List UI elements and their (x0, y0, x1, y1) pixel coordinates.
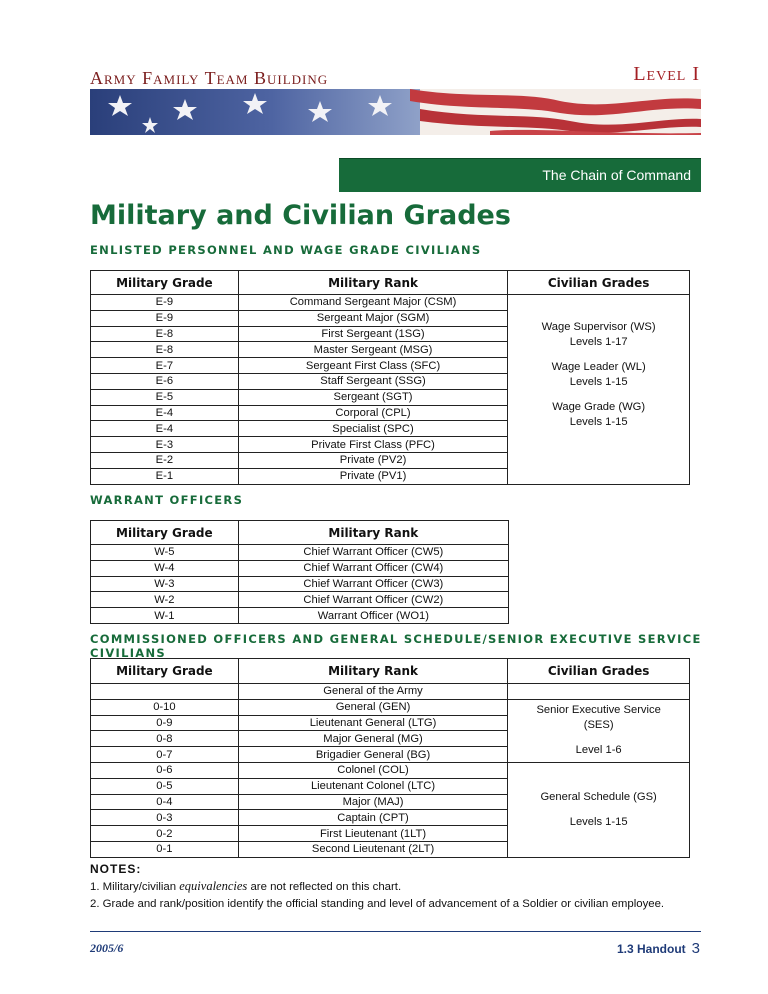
header-title: Army Family Team Building (90, 68, 329, 88)
gs-cell (508, 762, 690, 857)
military-rank-cell: Lieutenant Colonel (LTC) (238, 778, 508, 794)
table-row (91, 684, 690, 700)
general-schedule-levels: Levels 1-15 (569, 815, 628, 828)
ses-levels: Level 1-6 (575, 744, 622, 757)
military-grade-cell: 0-10 (91, 699, 239, 715)
wage-leader-label: Wage Leader (WL) (551, 361, 646, 374)
military-grade-cell: 0-3 (91, 810, 239, 826)
col-civilian-grades: Civilian Grades (508, 271, 690, 295)
flag-banner-image (90, 89, 701, 135)
military-grade-cell: W-4 (91, 560, 239, 576)
commissioned-table (90, 658, 690, 858)
military-rank-cell: Warrant Officer (WO1) (238, 608, 508, 624)
military-rank-cell: Major General (MG) (238, 731, 508, 747)
military-grade-cell: W-5 (91, 545, 239, 561)
footer-handout (617, 940, 700, 957)
military-grade-cell: 0-2 (91, 826, 239, 842)
section-title: The Chain of Command (542, 167, 691, 183)
military-grade-cell: E-9 (91, 310, 239, 326)
ses-abbreviation: (SES) (583, 719, 614, 732)
wage-supervisor-levels: Levels 1-17 (569, 336, 628, 349)
military-rank-cell: Captain (CPT) (238, 810, 508, 826)
col-military-grade: Military Grade (91, 659, 239, 684)
military-grade-cell: W-2 (91, 592, 239, 608)
civilian-grades-cell (508, 295, 690, 485)
page-title: Military and Civilian Grades (90, 200, 511, 231)
warrant-table (90, 520, 509, 624)
military-grade-cell: 0-5 (91, 778, 239, 794)
col-military-grade: Military Grade (91, 271, 239, 295)
military-grade-cell: 0-4 (91, 794, 239, 810)
table-row (91, 295, 690, 311)
military-rank-cell: Private (PV1) (238, 468, 508, 484)
military-rank-cell: Chief Warrant Officer (CW5) (238, 545, 508, 561)
civilian-grades-blank-cell (508, 684, 690, 700)
military-grade-cell: E-4 (91, 421, 239, 437)
military-rank-cell: Sergeant (SGT) (238, 389, 508, 405)
note-1 (90, 878, 700, 896)
section-banner (339, 158, 701, 192)
footer-handout-label: 1.3 Handout (616, 942, 686, 956)
military-rank-cell: First Lieutenant (1LT) (238, 826, 508, 842)
military-rank-cell: Command Sergeant Major (CSM) (238, 295, 508, 311)
note-2: 2. Grade and rank/position identify the official standing and level of advancement of a Soldier or civilian employee. (90, 898, 665, 910)
military-rank-cell: Colonel (COL) (238, 762, 508, 778)
ses-cell (508, 699, 690, 762)
military-rank-cell: Corporal (CPL) (238, 405, 508, 421)
military-grade-cell: E-7 (91, 358, 239, 374)
note-1-emphasis: equivalencies (179, 879, 248, 893)
note-1-text-start: 1. Military/civilian (90, 881, 180, 893)
military-grade-cell: W-3 (91, 576, 239, 592)
table-row (91, 699, 690, 715)
military-rank-cell: Private (PV2) (238, 452, 508, 468)
header-level: Level I (633, 63, 700, 85)
note-1-text-end: are not reflected on this chart. (247, 881, 402, 893)
military-rank-cell: Specialist (SPC) (238, 421, 508, 437)
ses-label: Senior Executive Service (536, 704, 661, 717)
military-rank-cell: Private First Class (PFC) (238, 437, 508, 453)
table-row (91, 576, 509, 592)
military-rank-cell: Staff Sergeant (SSG) (238, 373, 508, 389)
military-grade-cell: E-8 (91, 342, 239, 358)
military-rank-cell: General of the Army (238, 684, 508, 700)
military-grade-cell: E-3 (91, 437, 239, 453)
table-row (91, 560, 509, 576)
footer-divider (90, 931, 701, 932)
military-rank-cell: Second Lieutenant (2LT) (238, 841, 508, 857)
military-grade-cell (91, 684, 239, 700)
military-rank-cell: Brigadier General (BG) (238, 747, 508, 763)
enlisted-heading: ENLISTED PERSONNEL AND WAGE GRADE CIVILIANS (90, 243, 482, 257)
military-grade-cell: E-4 (91, 405, 239, 421)
military-grade-cell: 0-9 (91, 715, 239, 731)
military-grade-cell: E-2 (91, 452, 239, 468)
military-grade-cell: E-1 (91, 468, 239, 484)
military-rank-cell: Chief Warrant Officer (CW4) (238, 560, 508, 576)
table-row (91, 762, 690, 778)
commissioned-heading: COMMISSIONED OFFICERS AND GENERAL SCHEDULE/SENIOR EXECUTIVE SERVICE CIVILIANS (90, 632, 702, 660)
wage-grade-label: Wage Grade (WG) (552, 401, 646, 414)
col-military-rank: Military Rank (238, 521, 508, 545)
military-rank-cell: Major (MAJ) (238, 794, 508, 810)
notes-heading: NOTES: (90, 862, 142, 876)
military-rank-cell: General (GEN) (238, 699, 508, 715)
military-grade-cell: 0-7 (91, 747, 239, 763)
page-number: 3 (691, 940, 700, 957)
military-rank-cell: Master Sergeant (MSG) (238, 342, 508, 358)
wage-leader-levels: Levels 1-15 (569, 376, 628, 389)
table-row (91, 608, 509, 624)
military-grade-cell: 0-6 (91, 762, 239, 778)
military-rank-cell: First Sergeant (1SG) (238, 326, 508, 342)
footer-year: 2005/6 (90, 941, 124, 955)
military-rank-cell: Lieutenant General (LTG) (238, 715, 508, 731)
military-grade-cell: E-9 (91, 295, 239, 311)
enlisted-table (90, 270, 690, 485)
military-grade-cell: 0-8 (91, 731, 239, 747)
table-row (91, 592, 509, 608)
col-military-rank: Military Rank (238, 659, 508, 684)
military-rank-cell: Chief Warrant Officer (CW2) (238, 592, 508, 608)
military-grade-cell: 0-1 (91, 841, 239, 857)
general-schedule-label: General Schedule (GS) (540, 790, 657, 803)
military-rank-cell: Sergeant Major (SGM) (238, 310, 508, 326)
warrant-heading: WARRANT OFFICERS (90, 493, 244, 507)
military-grade-cell: E-8 (91, 326, 239, 342)
military-grade-cell: E-5 (91, 389, 239, 405)
col-military-rank: Military Rank (238, 271, 508, 295)
military-rank-cell: Sergeant First Class (SFC) (238, 358, 508, 374)
col-civilian-grades: Civilian Grades (508, 659, 690, 684)
wage-supervisor-label: Wage Supervisor (WS) (541, 321, 656, 334)
table-row (91, 545, 509, 561)
wage-grade-levels: Levels 1-15 (569, 416, 628, 429)
col-military-grade: Military Grade (91, 521, 239, 545)
military-grade-cell: E-6 (91, 373, 239, 389)
military-grade-cell: W-1 (91, 608, 239, 624)
military-rank-cell: Chief Warrant Officer (CW3) (238, 576, 508, 592)
